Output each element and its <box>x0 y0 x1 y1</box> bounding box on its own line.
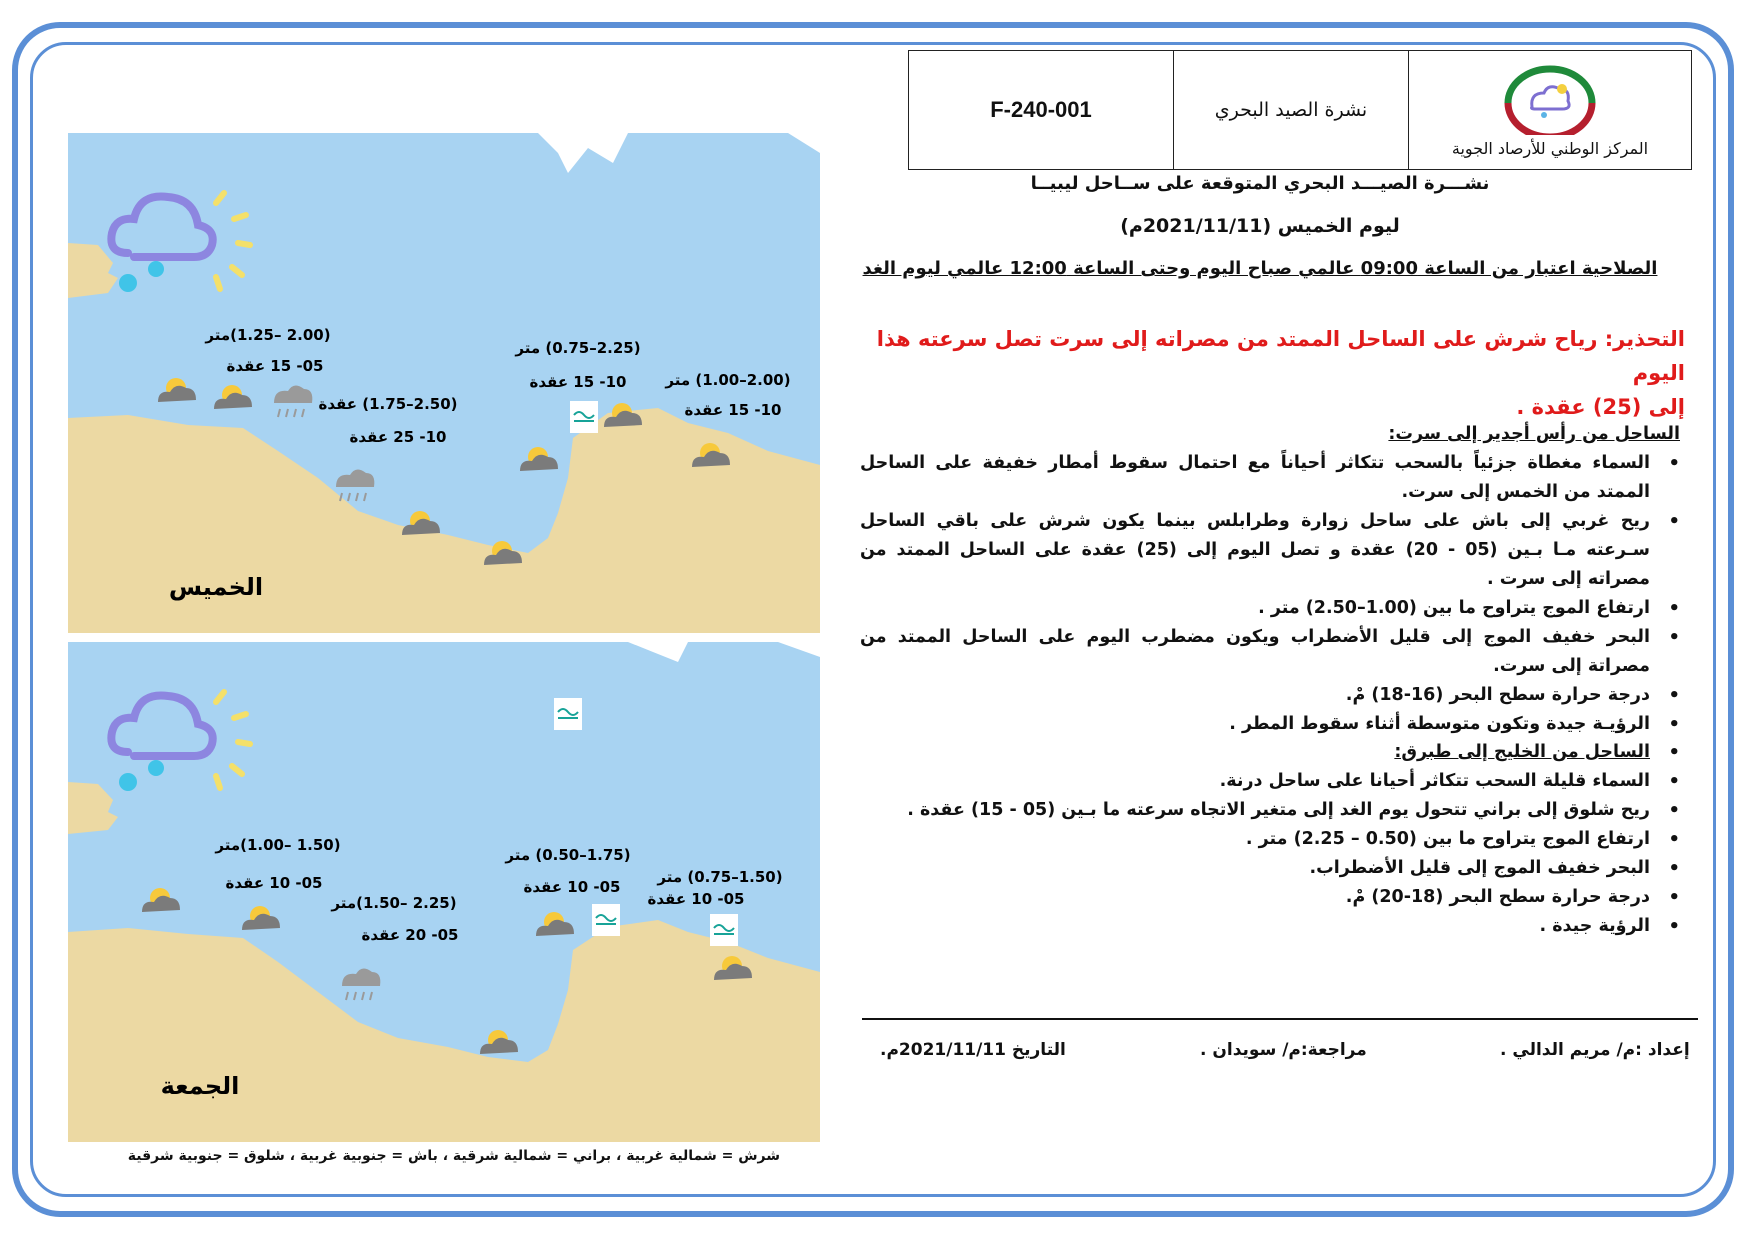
wind-label: 10- 15 عقدة <box>684 401 782 419</box>
map-friday <box>68 642 820 1142</box>
warning-line-1: التحذير: رياح شرش على الساحل الممتد من مصراته إلى سرت تصل سرعته هذا اليوم <box>876 327 1685 385</box>
wave-label: (2.25–0.75) متر <box>515 339 641 357</box>
bulletin-name: نشرة الصيد البحري <box>1174 51 1409 169</box>
wave-label: (2.50–1.75) عقدة <box>318 395 458 413</box>
header-table <box>908 50 1692 170</box>
wind-legend: شرش = شمالية غربية ، براني = شمالية شرقية ، باش = جنوبية غربية ، شلوق = جنوبية شرقية <box>127 1148 780 1164</box>
list-item: • ريح غربي إلى باش على ساحل زوارة وطرابلس بينما يكون شرش على باقي الساحل سـرعته مـا بـين (05 - 20) عقدة و تصل اليوم إلى (25) عقدة على الساحل الممتد من مصراته إلى سرت . <box>860 507 1650 594</box>
map-thursday <box>68 133 820 633</box>
section-heading: • الساحل من الخليج إلى طبرق: <box>860 738 1650 767</box>
sea-state-icon <box>710 914 738 946</box>
wave-label: (1.75–0.50) متر <box>505 846 631 864</box>
list-item: • ارتفاع الموج يتراوح ما بين (1.00–2.50) متر . <box>860 594 1650 623</box>
warning-line-2: إلى (25) عقدة . <box>1516 395 1685 419</box>
sea-state-icon <box>554 698 582 730</box>
list-item: • السماء قليلة السحب تتكاثر أحيانا على ساحل درنة. <box>860 767 1650 796</box>
issue-date: التاريخ 2021/11/11م. <box>880 1040 1066 1060</box>
org-cell <box>1409 51 1691 169</box>
list-item: • الرؤيـة جيدة وتكون متوسطة أثناء سقوط المطر . <box>860 710 1650 739</box>
wind-label: 05- 20 عقدة <box>361 926 459 944</box>
bulletin-title: نشـــرة الصيـــد البحري المتوقعة على ســاحل ليبيــا <box>1030 173 1490 194</box>
sea-state-icon <box>570 401 598 433</box>
wave-label: (2.25 –1.50)متر <box>331 894 457 912</box>
sea-state-icon <box>592 904 620 936</box>
section-list <box>860 738 1680 941</box>
wave-label: (1.50 –1.00)متر <box>215 836 341 854</box>
warning-text <box>855 322 1685 424</box>
validity-line: الصلاحية اعتبار من الساعة 09:00 عالمي صباح اليوم وحتى الساعة 12:00 عالمي ليوم الغد <box>862 258 1658 279</box>
org-name: المركز الوطني للأرصاد الجوية <box>1451 138 1649 158</box>
section-list <box>860 449 1680 739</box>
day-label: الجمعة <box>160 1072 240 1100</box>
wave-label: (2.00 –1.25)متر <box>205 326 331 344</box>
list-item: • درجة حرارة سطح البحر (18-20) مْ. <box>860 883 1650 912</box>
section-east-coast <box>860 738 1680 941</box>
list-item: • السماء مغطاة جزئياً بالسحب تتكاثر أحياناً مع احتمال سقوط أمطار خفيفة على الساحل الممتد من الخمس إلى سرت. <box>860 449 1650 507</box>
wind-label: 05- 10 عقدة <box>225 874 323 892</box>
section-heading: الساحل من رأس أجدير إلى سرت: <box>1388 424 1680 444</box>
list-item: • ارتفاع الموج يتراوح ما بين (0.50 – 2.25) متر . <box>860 825 1650 854</box>
footer-rule <box>862 1018 1698 1020</box>
wind-label: 10- 25 عقدة <box>349 428 447 446</box>
wind-label: 10- 15 عقدة <box>529 373 627 391</box>
list-item: • درجة حرارة سطح البحر (16-18) مْ. <box>860 681 1650 710</box>
document-code: F-240-001 <box>909 51 1174 169</box>
list-item: • البحر خفيف الموج إلى قليل الأضطراب. <box>860 854 1650 883</box>
day-label: الخميس <box>168 573 264 601</box>
bulletin-day: ليوم الخميس (2021/11/11م) <box>1120 215 1400 237</box>
list-item: • الرؤية جيدة . <box>860 912 1650 941</box>
wind-label: 05- 10 عقدة <box>523 878 621 896</box>
section-west-coast <box>860 420 1680 739</box>
wind-label: 05- 10 عقدة <box>647 890 745 908</box>
wind-label: 05- 15 عقدة <box>226 357 324 375</box>
list-item: • ريح شلوق إلى براني تتحول يوم الغد إلى متغير الاتجاه سرعته ما بـين (05 - 15) عقدة . <box>860 796 1650 825</box>
wave-label: (2.00–1.00) متر <box>665 371 791 389</box>
list-item: • البحر خفيف الموج إلى قليل الأضطراب ويكون مضطرب اليوم على الساحل الممتد من مصراتة إلى سرت. <box>860 623 1650 681</box>
weather-logo-icon <box>1500 63 1600 135</box>
prepared-by: إعداد :م/ مريم الدالي . <box>1500 1040 1690 1060</box>
wave-label: (1.50–0.75) متر <box>657 868 783 886</box>
reviewed-by: مراجعة:م/ سويدان . <box>1200 1040 1367 1060</box>
